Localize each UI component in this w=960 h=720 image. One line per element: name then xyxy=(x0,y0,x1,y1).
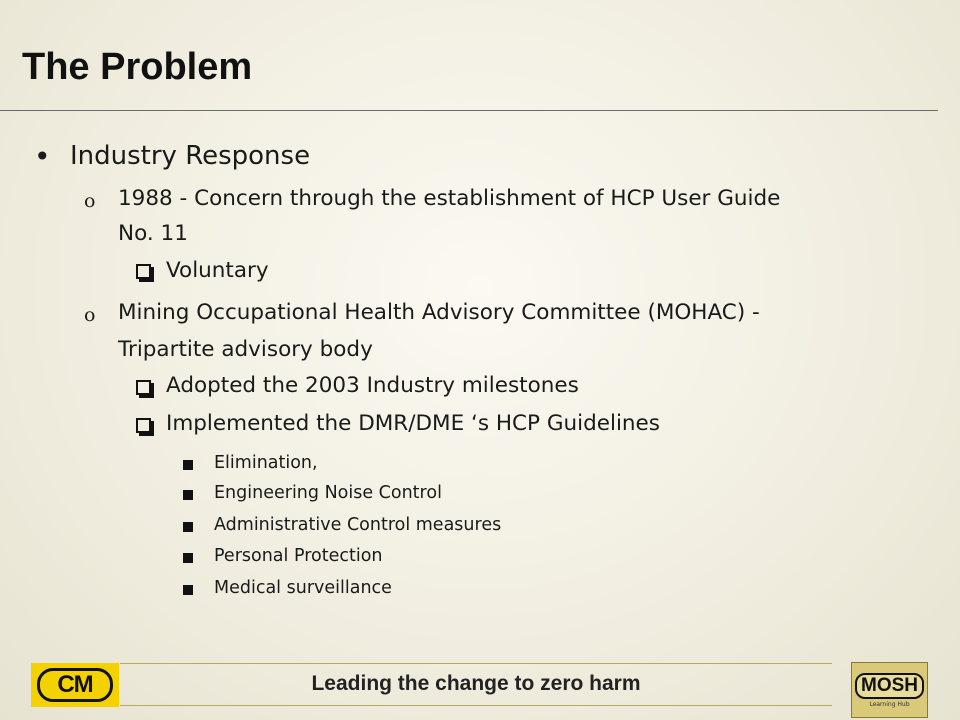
list-item: No. 11 xyxy=(118,221,188,246)
list-item: Tripartite advisory body xyxy=(118,337,373,362)
circle-o-icon: o xyxy=(84,304,96,326)
footer-divider-bottom xyxy=(120,705,832,706)
slide-title: The Problem xyxy=(22,46,253,88)
company-logo xyxy=(31,663,119,707)
mosh-logo xyxy=(851,662,928,718)
square-bullet-icon xyxy=(183,522,193,532)
list-item: Administrative Control measures xyxy=(214,515,502,535)
checkbox-icon xyxy=(136,380,151,395)
square-bullet-icon xyxy=(183,585,193,595)
list-item: Medical surveillance xyxy=(214,578,392,598)
checkbox-icon xyxy=(136,418,151,433)
mosh-logo-text: MOSH xyxy=(855,673,924,699)
list-item: Implemented the DMR/DME ‘s HCP Guidelines xyxy=(166,411,660,436)
bullet-dot-icon: • xyxy=(34,140,51,173)
company-logo-text: CM xyxy=(37,668,113,702)
list-item: Voluntary xyxy=(166,258,269,283)
list-item: Personal Protection xyxy=(214,546,383,566)
checkbox-icon xyxy=(136,264,151,279)
list-item: Adopted the 2003 Industry milestones xyxy=(166,373,579,398)
footer-tagline: Leading the change to zero harm xyxy=(311,672,641,695)
circle-o-icon: o xyxy=(84,190,96,212)
square-bullet-icon xyxy=(183,460,193,470)
list-item: Mining Occupational Health Advisory Committee (MOHAC) - xyxy=(118,300,760,325)
mosh-logo-subtext: Learning Hub xyxy=(869,700,910,708)
list-item: Engineering Noise Control xyxy=(214,483,442,503)
square-bullet-icon xyxy=(183,490,193,500)
footer-divider-top xyxy=(120,663,832,664)
list-item: Elimination, xyxy=(214,453,318,473)
square-bullet-icon xyxy=(183,553,193,563)
list-item: 1988 - Concern through the establishment of HCP User Guide xyxy=(118,186,781,211)
heading-bullet: Industry Response xyxy=(70,141,311,171)
